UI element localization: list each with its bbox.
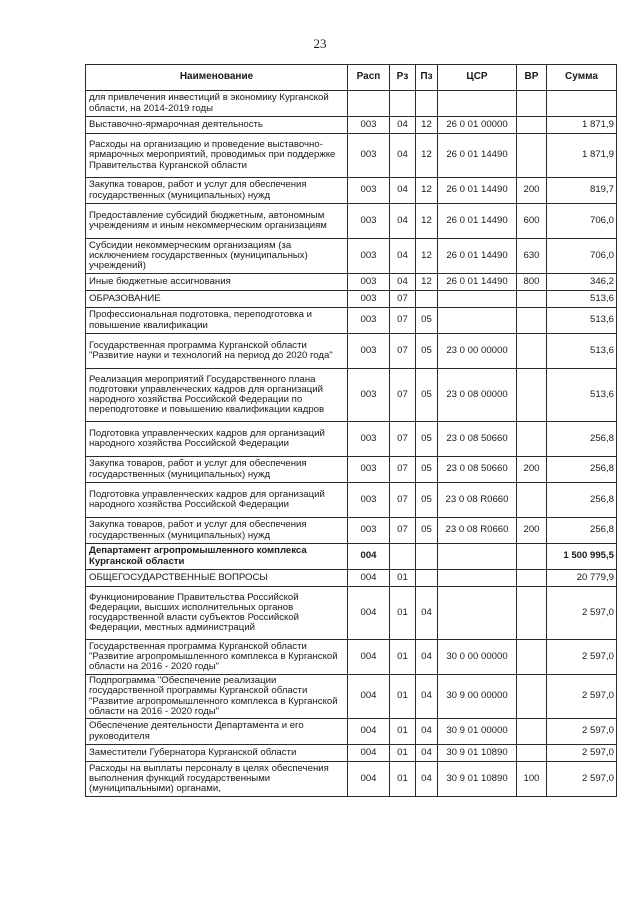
cell-vr: 630 [517,239,547,274]
table-row [86,570,617,587]
cell-rz: 07 [390,483,416,518]
cell-name: Государственная программа Курганской области "Развитие науки и технологий на период до 2020 года" [86,334,348,369]
cell-pz: 04 [416,719,438,745]
cell-name: Подпрограмма "Обеспечение реализации государственной программы Курганской области "Развитие агропромышленного комплекса в Курганской области на 2016 - 2020 годы" [86,675,348,719]
table-row [86,457,617,483]
cell-csr: 30 9 00 00000 [438,675,517,719]
cell-csr: 26 0 01 14490 [438,239,517,274]
cell-sum: 2 597,0 [547,587,617,640]
table-row [86,745,617,762]
cell-vr: 800 [517,274,547,291]
cell-name: для привлечения инвестиций в экономику Курганской области, на 2014-2019 годы [86,91,348,117]
cell-vr [517,117,547,134]
cell-rz: 07 [390,308,416,334]
table-row [86,274,617,291]
cell-rasp: 003 [348,239,390,274]
cell-pz: 12 [416,134,438,178]
cell-name: Закупка товаров, работ и услуг для обеспечения государственных (муниципальных) нужд [86,518,348,544]
cell-rasp: 004 [348,719,390,745]
cell-sum: 2 597,0 [547,762,617,797]
cell-name: Заместители Губернатора Курганской области [86,745,348,762]
cell-sum: 2 597,0 [547,719,617,745]
cell-csr: 30 0 00 00000 [438,640,517,675]
cell-rz: 01 [390,719,416,745]
cell-rz: 07 [390,369,416,422]
cell-pz: 05 [416,422,438,457]
header-rz: Рз [390,65,416,91]
cell-pz [416,570,438,587]
cell-rasp: 004 [348,745,390,762]
table-row [86,308,617,334]
cell-rz: 01 [390,570,416,587]
cell-sum: 706,0 [547,239,617,274]
header-csr: ЦСР [438,65,517,91]
cell-sum: 256,8 [547,483,617,518]
table-header-row [86,65,617,91]
cell-sum: 819,7 [547,178,617,204]
cell-rz: 01 [390,745,416,762]
cell-vr: 200 [517,518,547,544]
cell-pz: 05 [416,483,438,518]
cell-sum [547,91,617,117]
cell-rasp: 003 [348,422,390,457]
cell-sum: 1 871,9 [547,117,617,134]
cell-csr: 30 9 01 10890 [438,762,517,797]
cell-name: Закупка товаров, работ и услуг для обеспечения государственных (муниципальных) нужд [86,457,348,483]
cell-rasp: 003 [348,291,390,308]
header-name: Наименование [86,65,348,91]
cell-name: Расходы на организацию и проведение выставочно-ярмарочных мероприятий, проводимых при поддержке Правительства Курганской области [86,134,348,178]
cell-rasp: 003 [348,178,390,204]
cell-vr [517,587,547,640]
cell-csr [438,308,517,334]
cell-pz: 12 [416,204,438,239]
table-row [86,239,617,274]
cell-csr: 23 0 00 00000 [438,334,517,369]
cell-rz: 01 [390,640,416,675]
cell-pz: 12 [416,239,438,274]
cell-csr: 23 0 08 50660 [438,457,517,483]
cell-pz: 05 [416,308,438,334]
cell-csr [438,291,517,308]
cell-pz: 04 [416,587,438,640]
table-row [86,518,617,544]
cell-rz [390,91,416,117]
cell-csr [438,587,517,640]
header-rasp: Расп [348,65,390,91]
cell-vr [517,675,547,719]
cell-pz: 12 [416,117,438,134]
cell-rasp: 003 [348,457,390,483]
cell-vr [517,640,547,675]
cell-rasp: 004 [348,762,390,797]
cell-pz [416,291,438,308]
cell-csr: 23 0 08 50660 [438,422,517,457]
table-row [86,483,617,518]
cell-vr [517,570,547,587]
cell-vr [517,134,547,178]
cell-csr: 30 9 01 00000 [438,719,517,745]
cell-rz: 07 [390,334,416,369]
cell-vr [517,291,547,308]
cell-pz: 12 [416,274,438,291]
cell-pz: 04 [416,762,438,797]
cell-pz: 05 [416,518,438,544]
table-row [86,587,617,640]
cell-rasp: 003 [348,308,390,334]
cell-sum: 2 597,0 [547,675,617,719]
cell-name: Субсидии некоммерческим организациям (за исключением государственных (муниципальных) учреждений) [86,239,348,274]
cell-vr: 200 [517,178,547,204]
cell-rz [390,544,416,570]
table-row [86,134,617,178]
cell-name: ОБЩЕГОСУДАРСТВЕННЫЕ ВОПРОСЫ [86,570,348,587]
cell-name: Подготовка управленческих кадров для организаций народного хозяйства Российской Федерации [86,483,348,518]
cell-rasp: 004 [348,544,390,570]
cell-name: Профессиональная подготовка, переподготовка и повышение квалификации [86,308,348,334]
cell-name: Закупка товаров, работ и услуг для обеспечения государственных (муниципальных) нужд [86,178,348,204]
cell-pz [416,91,438,117]
cell-pz: 05 [416,369,438,422]
cell-rasp: 003 [348,518,390,544]
header-pz: Пз [416,65,438,91]
header-vr: ВР [517,65,547,91]
cell-vr: 600 [517,204,547,239]
cell-pz: 04 [416,675,438,719]
table-row [86,91,617,117]
cell-sum: 256,8 [547,457,617,483]
cell-rasp: 004 [348,640,390,675]
cell-rz: 04 [390,134,416,178]
cell-vr [517,719,547,745]
cell-vr [517,308,547,334]
cell-csr [438,570,517,587]
cell-csr: 26 0 01 14490 [438,178,517,204]
cell-vr: 200 [517,457,547,483]
cell-name: Иные бюджетные ассигнования [86,274,348,291]
cell-rasp: 003 [348,483,390,518]
table-row [86,544,617,570]
cell-csr [438,91,517,117]
cell-name: Государственная программа Курганской области "Развитие агропромышленного комплекса в Курганской области на 2016 - 2020 годы" [86,640,348,675]
cell-csr: 26 0 01 14490 [438,204,517,239]
cell-rz: 04 [390,204,416,239]
cell-csr: 23 0 08 R0660 [438,483,517,518]
cell-sum: 706,0 [547,204,617,239]
budget-table [85,64,617,797]
cell-pz: 04 [416,745,438,762]
cell-vr [517,745,547,762]
table-row [86,640,617,675]
cell-pz: 04 [416,640,438,675]
cell-rz: 04 [390,117,416,134]
table-row [86,334,617,369]
cell-sum: 20 779,9 [547,570,617,587]
cell-rz: 01 [390,587,416,640]
cell-csr: 26 0 01 14490 [438,134,517,178]
cell-name: Подготовка управленческих кадров для организаций народного хозяйства Российской Федерации [86,422,348,457]
cell-vr [517,369,547,422]
cell-sum: 2 597,0 [547,745,617,762]
cell-rz: 07 [390,291,416,308]
cell-vr [517,483,547,518]
cell-sum: 1 871,9 [547,134,617,178]
cell-rasp: 003 [348,134,390,178]
page-number: 23 [313,36,327,51]
table-row [86,291,617,308]
cell-rasp [348,91,390,117]
cell-rz: 04 [390,274,416,291]
cell-rz: 07 [390,422,416,457]
cell-sum: 256,8 [547,422,617,457]
cell-csr: 23 0 08 R0660 [438,518,517,544]
cell-rasp: 004 [348,675,390,719]
cell-pz: 12 [416,178,438,204]
cell-sum: 513,6 [547,369,617,422]
cell-rz: 07 [390,457,416,483]
cell-rasp: 003 [348,274,390,291]
table-row [86,762,617,797]
table-row [86,422,617,457]
cell-sum: 513,6 [547,291,617,308]
cell-pz: 05 [416,334,438,369]
cell-csr: 26 0 01 00000 [438,117,517,134]
cell-sum: 256,8 [547,518,617,544]
table-row [86,369,617,422]
cell-rasp: 003 [348,334,390,369]
cell-rasp: 003 [348,204,390,239]
table-row [86,204,617,239]
cell-vr [517,334,547,369]
cell-vr [517,91,547,117]
cell-sum: 513,6 [547,334,617,369]
cell-name: ОБРАЗОВАНИЕ [86,291,348,308]
cell-csr: 26 0 01 14490 [438,274,517,291]
table-row [86,719,617,745]
cell-rasp: 004 [348,570,390,587]
cell-sum: 1 500 995,5 [547,544,617,570]
cell-rz: 04 [390,178,416,204]
cell-name: Реализация мероприятий Государственного плана подготовки управленческих кадров для организаций народного хозяйства Российской Федерации по переподготовке и повышению квалификации кадров [86,369,348,422]
cell-vr [517,544,547,570]
cell-name: Функционирование Правительства Российской Федерации, высших исполнительных органов государственной власти субъектов Российской Федерации, местных администраций [86,587,348,640]
table-row [86,117,617,134]
cell-rasp: 003 [348,369,390,422]
cell-name: Выставочно-ярмарочная деятельность [86,117,348,134]
cell-csr [438,544,517,570]
cell-name: Предоставление субсидий бюджетным, автономным учреждениям и иным некоммерческим организациям [86,204,348,239]
cell-rz: 04 [390,239,416,274]
cell-name: Обеспечение деятельности Департамента и его руководителя [86,719,348,745]
table-row [86,178,617,204]
table-row [86,675,617,719]
cell-rasp: 003 [348,117,390,134]
cell-rz: 01 [390,675,416,719]
cell-csr: 23 0 08 00000 [438,369,517,422]
cell-csr: 30 9 01 10890 [438,745,517,762]
cell-sum: 513,6 [547,308,617,334]
cell-rz: 07 [390,518,416,544]
cell-name: Расходы на выплаты персоналу в целях обеспечения выполнения функций государственными (муниципальными) органами, [86,762,348,797]
header-sum: Сумма [547,65,617,91]
cell-rasp: 004 [348,587,390,640]
cell-sum: 346,2 [547,274,617,291]
cell-rz: 01 [390,762,416,797]
cell-pz [416,544,438,570]
cell-vr [517,422,547,457]
cell-sum: 2 597,0 [547,640,617,675]
cell-pz: 05 [416,457,438,483]
cell-name: Департамент агропромышленного комплекса Курганской области [86,544,348,570]
cell-vr: 100 [517,762,547,797]
